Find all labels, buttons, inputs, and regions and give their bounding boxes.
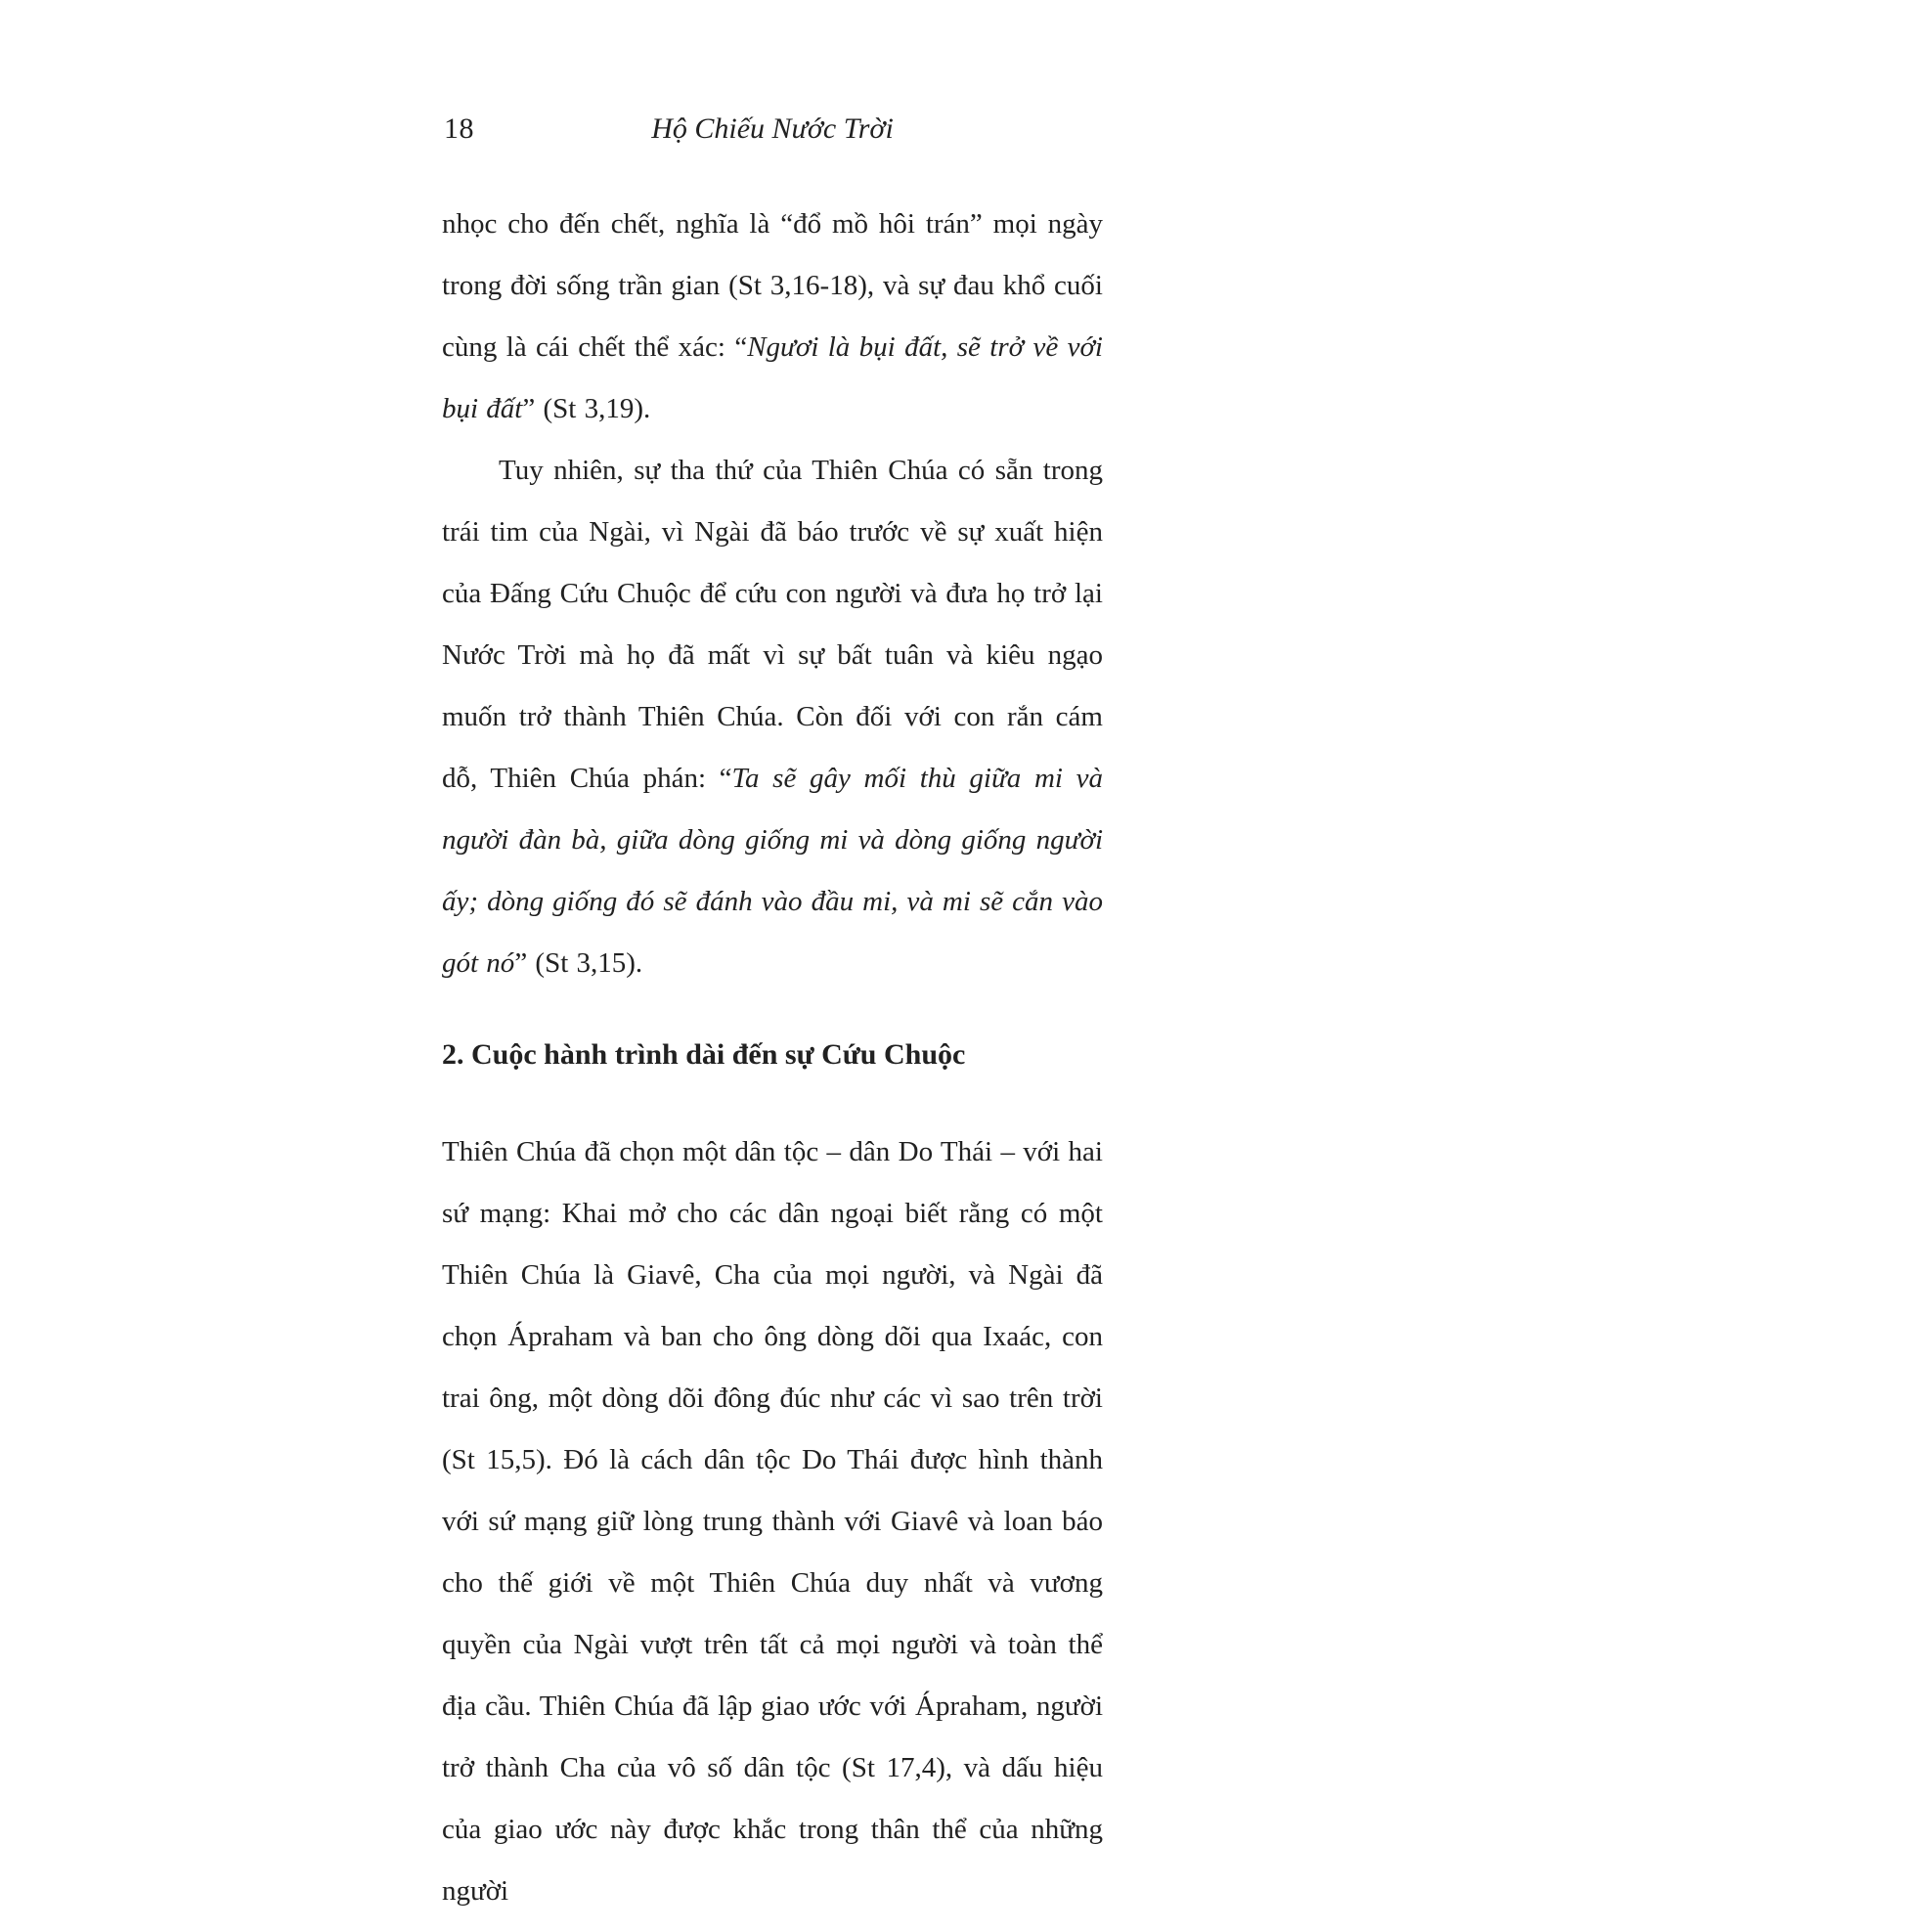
text-segment: ” (St 3,19). — [522, 393, 651, 424]
text-segment: nhọc cho đến chết, nghĩa là “đổ mồ hôi trán” mọi ngày trong đời sống trần gian (St 3,16-18), và sự đau khổ cuối cùng là cái chết thể xác: “ — [442, 208, 1103, 363]
scripture-quote: Ngươi là bụi đất, sẽ trở về với bụi đất — [442, 331, 1103, 424]
scripture-quote: Ta sẽ gây mối thù giữa mi và người đàn bà, giữa dòng giống mi và dòng giống người ấy; dòng giống đó sẽ đánh vào đầu mi, và mi sẽ cắn vào gót nó — [442, 763, 1103, 979]
paragraph-3 — [442, 1121, 1103, 1922]
page-number: 18 — [444, 112, 474, 145]
page-header — [442, 108, 1103, 151]
paragraph-1 — [442, 194, 1103, 440]
running-title: Hộ Chiếu Nước Trời — [651, 112, 894, 145]
page-content — [442, 108, 1103, 1922]
text-segment: ” (St 3,15). — [514, 947, 643, 979]
section-heading: 2. Cuộc hành trình dài đến sự Cứu Chuộc — [442, 1038, 966, 1071]
paragraph-2 — [442, 440, 1103, 994]
text-segment: Thiên Chúa đã chọn một dân tộc – dân Do Thái – với hai sứ mạng: Khai mở cho các dân ngoại biết rằng có một Thiên Chúa là Giavê, Cha của mọi người, và Ngài đã chọn Ápraham và ban cho ông dòng dõi qua Ixaác, con trai ông, một dòng dõi đông đúc như các vì sao trên trời (St 15,5). Đó là cách dân tộc Do Thái được hình thành với sứ mạng giữ lòng trung thành với Giavê và loan báo cho thế giới về một Thiên Chúa duy nhất và vương quyền của Ngài vượt trên tất cả mọi người và toàn thể địa cầu. Thiên Chúa đã lập giao ước với Ápraham, người trở thành Cha của vô số dân tộc (St 17,4), và dấu hiệu của giao ước này được khắc trong thân thể của những người — [442, 1136, 1103, 1907]
text-segment: Tuy nhiên, sự tha thứ của Thiên Chúa có sẵn trong trái tim của Ngài, vì Ngài đã báo trước về sự xuất hiện của Đấng Cứu Chuộc để cứu con người và đưa họ trở lại Nước Trời mà họ đã mất vì sự bất tuân và kiêu ngạo muốn trở thành Thiên Chúa. Còn đối với con rắn cám dỗ, Thiên Chúa phán: “ — [442, 455, 1103, 794]
